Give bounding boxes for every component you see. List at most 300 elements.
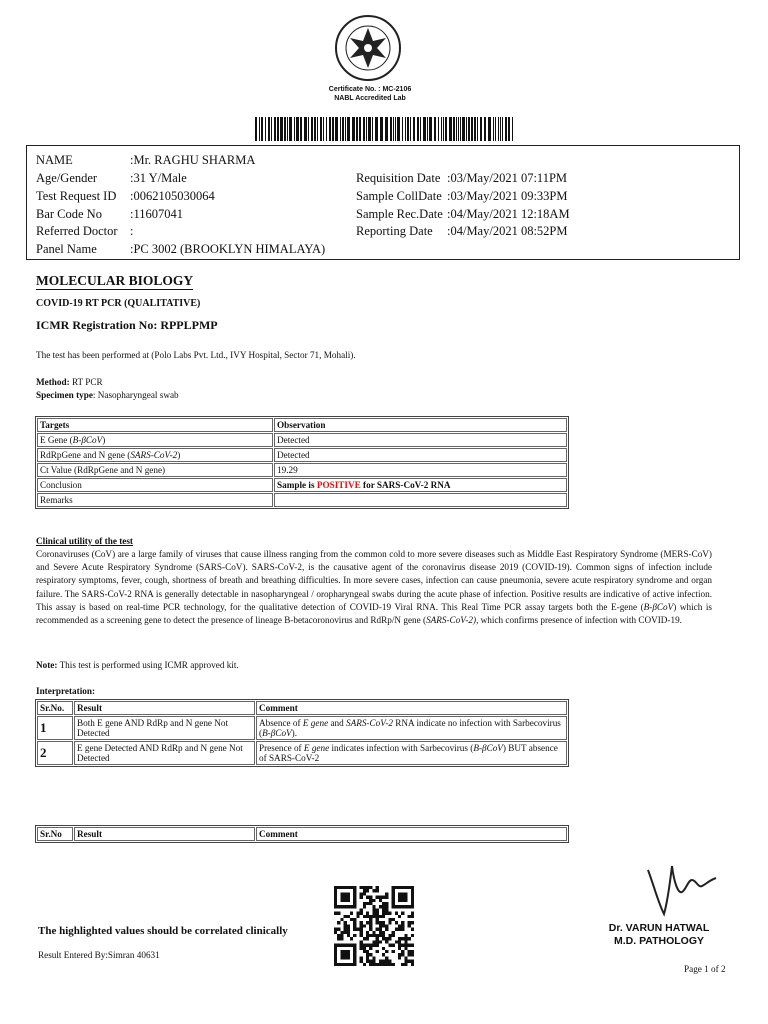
target-cell: E Gene (B-βCoV) bbox=[37, 433, 273, 447]
qr-module bbox=[398, 947, 401, 950]
qr-module bbox=[376, 950, 379, 953]
qr-module bbox=[360, 886, 363, 889]
barcode-bar bbox=[402, 117, 403, 141]
barcode-bar bbox=[277, 117, 279, 141]
qr-module bbox=[369, 953, 372, 956]
qr-module bbox=[340, 937, 343, 940]
qr-module bbox=[398, 944, 401, 947]
sample-rec-date-label: Sample Rec.Date bbox=[356, 207, 443, 221]
table-row bbox=[37, 827, 567, 841]
qr-module bbox=[334, 928, 337, 931]
qr-module bbox=[408, 960, 411, 963]
qr-module bbox=[363, 915, 366, 918]
qr-module bbox=[392, 918, 395, 921]
qr-module bbox=[401, 921, 404, 924]
qr-module bbox=[379, 931, 382, 934]
qr-module bbox=[369, 921, 372, 924]
table-row bbox=[37, 701, 567, 715]
qr-finder bbox=[340, 892, 350, 902]
qr-module bbox=[392, 931, 395, 934]
qr-module bbox=[382, 963, 385, 966]
qr-module bbox=[404, 944, 407, 947]
qr-module bbox=[372, 963, 375, 966]
barcode-bar bbox=[441, 117, 442, 141]
barcode-label: Bar Code No bbox=[36, 207, 102, 221]
qr-module bbox=[344, 921, 347, 924]
qr-module bbox=[372, 931, 375, 934]
observation-cell: Detected bbox=[274, 448, 567, 462]
barcode-bar bbox=[274, 117, 276, 141]
observation-cell: 19.29 bbox=[274, 463, 567, 477]
specimen-value: : Nasopharyngeal swab bbox=[92, 390, 179, 400]
qr-module bbox=[376, 934, 379, 937]
table-row bbox=[37, 716, 567, 740]
qr-module bbox=[388, 963, 391, 966]
barcode-bar bbox=[347, 117, 350, 141]
barcode-bar bbox=[488, 117, 491, 141]
barcode-bar bbox=[300, 117, 302, 141]
barcode-bar bbox=[468, 117, 470, 141]
qr-module bbox=[372, 908, 375, 911]
barcode-bar bbox=[413, 117, 415, 141]
qr-module bbox=[363, 924, 366, 927]
barcode-bar bbox=[420, 117, 421, 141]
qr-module bbox=[404, 960, 407, 963]
result-cell: Both E gene AND RdRp and N gene Not Detected bbox=[74, 716, 255, 740]
qr-module bbox=[347, 924, 350, 927]
barcode-bar bbox=[493, 117, 494, 141]
qr-module bbox=[379, 963, 382, 966]
qr-module bbox=[388, 912, 391, 915]
qr-module bbox=[408, 944, 411, 947]
qr-module bbox=[408, 921, 411, 924]
qr-module bbox=[379, 921, 382, 924]
qr-module bbox=[360, 934, 363, 937]
qr-module bbox=[353, 934, 356, 937]
qr-module bbox=[411, 912, 414, 915]
qr-module bbox=[347, 915, 350, 918]
qr-module bbox=[404, 934, 407, 937]
barcode-bar bbox=[443, 117, 444, 141]
barcode-bar bbox=[342, 117, 344, 141]
barcode-bar bbox=[484, 117, 486, 141]
method-value: RT PCR bbox=[69, 377, 103, 387]
qr-module bbox=[369, 963, 372, 966]
qr-module bbox=[376, 963, 379, 966]
barcode-bar bbox=[427, 117, 428, 141]
performed-at-text: The test has been performed at (Polo Labs Pvt. Ltd., IVY Hospital, Sector 71, Mohali). bbox=[36, 350, 356, 360]
qr-module bbox=[385, 924, 388, 927]
qr-module bbox=[340, 931, 343, 934]
qr-module bbox=[356, 912, 359, 915]
qr-module bbox=[388, 918, 391, 921]
barcode-bar bbox=[480, 117, 482, 141]
clinical-heading: Clinical utility of the test bbox=[36, 536, 133, 546]
barcode-bar bbox=[271, 117, 272, 141]
qr-module bbox=[360, 956, 363, 959]
qr-module bbox=[372, 915, 375, 918]
qr-module bbox=[388, 937, 391, 940]
qr-module bbox=[366, 934, 369, 937]
qr-module bbox=[363, 886, 366, 889]
qr-module bbox=[398, 915, 401, 918]
qr-module bbox=[385, 896, 388, 899]
qr-module bbox=[369, 886, 372, 889]
barcode-bar bbox=[363, 117, 365, 141]
panel-name-label: Panel Name bbox=[36, 242, 97, 256]
name-label: NAME bbox=[36, 153, 73, 167]
barcode-value: :11607041 bbox=[130, 207, 184, 221]
qr-module bbox=[376, 889, 379, 892]
clinical-paragraph: Coronaviruses (CoV) are a large family of viruses that cause illness ranging from the common cold to more severe diseases such as Middle East Respiratory Syndrome (MERS-CoV) and Severe Acute Respiratory Syndrome (SARS-CoV). SARS-CoV-2, is the causative agent of the coronavirus disease 2019 (COVID-19). Common signs of infection include respiratory symptoms, fever, cough, shortness of breath and breathing difficulties. In more severe cases, infection can cause pneumonia, severe acute respiratory syndrome and organ failure. The SARS-CoV-2 RNA is generally detectable in nasopharyngeal / oropharyngeal swabs during the acute phase of infection. Positive results are indicative of active infection. This assay is based on real-time PCR technology, for the qualitative detection of COVID-19 Viral RNA. This Real Time PCR assay targets both the E-gene (B-βCoV) which is recommended as a screening gene to detect the presence of lineage B-betacoronovirus and RdRp/N gene (SARS-CoV-2), which confirms presence of infection with COVID-19. bbox=[36, 549, 713, 626]
qr-module bbox=[411, 921, 414, 924]
target-cell: Remarks bbox=[37, 493, 273, 507]
barcode-bar bbox=[261, 117, 263, 141]
qr-module bbox=[376, 921, 379, 924]
qr-module bbox=[366, 902, 369, 905]
qr-module bbox=[401, 912, 404, 915]
qr-module bbox=[372, 940, 375, 943]
qr-module bbox=[411, 960, 414, 963]
department-heading: MOLECULAR BIOLOGY bbox=[36, 273, 194, 288]
qr-module bbox=[379, 934, 382, 937]
col-comment: Comment bbox=[256, 827, 567, 841]
barcode-bar bbox=[395, 117, 396, 141]
qr-module bbox=[372, 934, 375, 937]
qr-module bbox=[382, 912, 385, 915]
barcode-bar bbox=[311, 117, 313, 141]
qr-module bbox=[379, 905, 382, 908]
qr-module bbox=[382, 947, 385, 950]
col-targets: Targets bbox=[37, 418, 273, 432]
target-cell: Conclusion bbox=[37, 478, 273, 492]
results-table bbox=[35, 416, 569, 509]
qr-module bbox=[372, 960, 375, 963]
barcode-bar bbox=[474, 117, 476, 141]
barcode-bar bbox=[356, 117, 358, 141]
qr-module bbox=[360, 947, 363, 950]
qr-module bbox=[388, 960, 391, 963]
qr-module bbox=[379, 940, 382, 943]
target-cell: RdRpGene and N gene (SARS-CoV-2) bbox=[37, 448, 273, 462]
sample-rec-date-value: :04/May/2021 12:18AM bbox=[447, 207, 570, 221]
barcode-bar bbox=[380, 117, 383, 141]
specimen-line bbox=[36, 390, 179, 400]
barcode-bar bbox=[453, 117, 455, 141]
sr-cell: 1 bbox=[37, 716, 73, 740]
age-value: :31 Y/Male bbox=[130, 171, 187, 185]
qr-module bbox=[411, 928, 414, 931]
qr-module bbox=[379, 896, 382, 899]
barcode-bar bbox=[508, 117, 510, 141]
barcode-bar bbox=[268, 117, 270, 141]
requisition-date-value: :03/May/2021 07:11PM bbox=[447, 171, 568, 185]
barcode-bar bbox=[265, 117, 266, 141]
barcode-bar bbox=[326, 117, 327, 141]
qr-module bbox=[385, 956, 388, 959]
qr-module bbox=[401, 953, 404, 956]
barcode-bar bbox=[359, 117, 361, 141]
sample-coll-date-value: :03/May/2021 09:33PM bbox=[447, 189, 568, 203]
observation-cell bbox=[274, 493, 567, 507]
qr-module bbox=[353, 924, 356, 927]
qr-module bbox=[350, 912, 353, 915]
table-row bbox=[37, 741, 567, 765]
qr-module bbox=[344, 931, 347, 934]
qr-module bbox=[388, 944, 391, 947]
qr-module bbox=[369, 902, 372, 905]
qr-module bbox=[366, 931, 369, 934]
reporting-date-label: Reporting Date bbox=[356, 224, 433, 238]
qr-module bbox=[382, 960, 385, 963]
specimen-label: Specimen type bbox=[36, 390, 93, 400]
qr-module bbox=[369, 915, 372, 918]
barcode-bar bbox=[289, 117, 292, 141]
qr-module bbox=[385, 960, 388, 963]
qr-module bbox=[369, 944, 372, 947]
qr-module bbox=[379, 960, 382, 963]
qr-module bbox=[337, 934, 340, 937]
qr-module bbox=[376, 940, 379, 943]
qr-module bbox=[411, 934, 414, 937]
qr-module bbox=[382, 905, 385, 908]
qr-module bbox=[340, 934, 343, 937]
qr-module bbox=[337, 921, 340, 924]
second-table bbox=[35, 825, 569, 843]
qr-module bbox=[385, 892, 388, 895]
barcode-bar bbox=[372, 117, 373, 141]
interpretation-heading: Interpretation: bbox=[36, 686, 96, 696]
qr-module bbox=[366, 960, 369, 963]
barcode-bar bbox=[284, 117, 286, 141]
table-row bbox=[37, 433, 567, 447]
barcode-bar bbox=[296, 117, 299, 141]
qr-module bbox=[347, 934, 350, 937]
qr-module bbox=[353, 918, 356, 921]
barcode-bar bbox=[314, 117, 316, 141]
qr-module bbox=[385, 940, 388, 943]
barcode-bar bbox=[417, 117, 419, 141]
qr-module bbox=[382, 924, 385, 927]
qr-module bbox=[366, 953, 369, 956]
qr-module bbox=[337, 912, 340, 915]
qr-module bbox=[369, 960, 372, 963]
qr-module bbox=[392, 934, 395, 937]
qr-module bbox=[388, 921, 391, 924]
qr-module bbox=[337, 928, 340, 931]
table-row bbox=[37, 478, 567, 492]
barcode-bar bbox=[512, 117, 513, 141]
qr-module bbox=[347, 928, 350, 931]
qr-module bbox=[344, 915, 347, 918]
certificate-number: Certificate No. : MC-2106 bbox=[328, 86, 412, 93]
qr-module bbox=[366, 956, 369, 959]
conclusion-cell: Sample is POSITIVE for SARS-CoV-2 RNA bbox=[274, 478, 567, 492]
doctor-signature bbox=[640, 856, 720, 918]
qr-module bbox=[372, 889, 375, 892]
qr-module bbox=[379, 899, 382, 902]
method-line bbox=[36, 377, 103, 387]
barcode-bar bbox=[449, 117, 452, 141]
referred-doctor-value: : bbox=[130, 224, 134, 238]
barcode-bar bbox=[280, 117, 283, 141]
qr-module bbox=[376, 937, 379, 940]
page-number: Page 1 of 2 bbox=[684, 964, 726, 974]
qr-module bbox=[411, 953, 414, 956]
qr-module bbox=[363, 905, 366, 908]
barcode-bar bbox=[462, 117, 465, 141]
comment-cell: Presence of E gene indicates infection with Sarbecovirus (B-βCoV) BUT absence of SARS-CoV-2 bbox=[256, 741, 567, 765]
qr-module bbox=[366, 921, 369, 924]
qr-module bbox=[376, 908, 379, 911]
qr-module bbox=[356, 928, 359, 931]
qr-module bbox=[363, 963, 366, 966]
qr-module bbox=[366, 889, 369, 892]
qr-module bbox=[366, 886, 369, 889]
qr-module bbox=[350, 937, 353, 940]
qr-module bbox=[408, 953, 411, 956]
col-result: Result bbox=[74, 701, 255, 715]
doctor-degree: M.D. PATHOLOGY bbox=[613, 935, 705, 947]
qr-module bbox=[404, 947, 407, 950]
qr-module bbox=[372, 956, 375, 959]
qr-module bbox=[360, 908, 363, 911]
qr-module bbox=[401, 937, 404, 940]
qr-module bbox=[385, 937, 388, 940]
qr-module bbox=[376, 915, 379, 918]
barcode-bar bbox=[332, 117, 334, 141]
qr-module bbox=[334, 912, 337, 915]
observation-cell: Detected bbox=[274, 433, 567, 447]
qr-module bbox=[353, 928, 356, 931]
test-name: COVID-19 RT PCR (QUALITATIVE) bbox=[36, 298, 201, 309]
qr-module bbox=[366, 912, 369, 915]
qr-module bbox=[382, 937, 385, 940]
qr-module bbox=[382, 896, 385, 899]
barcode-bar bbox=[407, 117, 409, 141]
qr-module bbox=[379, 928, 382, 931]
qr-module bbox=[376, 944, 379, 947]
qr-module bbox=[392, 950, 395, 953]
qr-module bbox=[369, 934, 372, 937]
target-cell: Ct Value (RdRpGene and N gene) bbox=[37, 463, 273, 477]
qr-module bbox=[347, 931, 350, 934]
qr-module bbox=[398, 953, 401, 956]
barcode-bar bbox=[345, 117, 346, 141]
qr-module bbox=[401, 950, 404, 953]
qr-module bbox=[369, 918, 372, 921]
nabl-accreditation: NABL Accredited Lab bbox=[334, 95, 406, 102]
qr-module bbox=[395, 928, 398, 931]
barcode-bar bbox=[397, 117, 400, 141]
qr-module bbox=[363, 947, 366, 950]
barcode-bar bbox=[308, 117, 309, 141]
qr-module bbox=[363, 937, 366, 940]
qr-module bbox=[385, 928, 388, 931]
barcode-bar bbox=[340, 117, 341, 141]
qr-module bbox=[360, 921, 363, 924]
qr-module bbox=[404, 956, 407, 959]
reporting-date-value: :04/May/2021 08:52PM bbox=[447, 224, 568, 238]
qr-module bbox=[404, 940, 407, 943]
barcode-bar bbox=[466, 117, 467, 141]
sample-coll-date-label: Sample CollDate bbox=[356, 189, 442, 203]
qr-module bbox=[363, 889, 366, 892]
barcode-bar bbox=[458, 117, 459, 141]
qr-module bbox=[337, 937, 340, 940]
qr-module bbox=[395, 940, 398, 943]
barcode-bar bbox=[410, 117, 411, 141]
qr-module bbox=[353, 921, 356, 924]
barcode-bar bbox=[498, 117, 499, 141]
barcode-bar bbox=[320, 117, 322, 141]
barcode-bar bbox=[259, 117, 260, 141]
qr-module bbox=[369, 896, 372, 899]
barcode-bar bbox=[390, 117, 392, 141]
qr-module bbox=[360, 960, 363, 963]
barcode-bar bbox=[405, 117, 406, 141]
qr-module bbox=[382, 934, 385, 937]
qr-module bbox=[376, 896, 379, 899]
qr-finder bbox=[340, 950, 350, 960]
qr-module bbox=[385, 912, 388, 915]
barcode-bar bbox=[352, 117, 355, 141]
qr-module bbox=[382, 921, 385, 924]
comment-cell: Absence of E gene and SARS-CoV-2 RNA indicate no infection with Sarbecovirus (B-βCoV). bbox=[256, 716, 567, 740]
barcode-bar bbox=[375, 117, 378, 141]
qr-module bbox=[385, 963, 388, 966]
barcode-bar bbox=[366, 117, 367, 141]
positive-highlight: POSITIVE bbox=[316, 480, 361, 490]
qr-module bbox=[401, 963, 404, 966]
method-label: Method: bbox=[36, 377, 70, 387]
barcode bbox=[255, 117, 513, 141]
name-value: :Mr. RAGHU SHARMA bbox=[130, 153, 256, 167]
qr-module bbox=[385, 950, 388, 953]
qr-code bbox=[334, 886, 414, 966]
qr-module bbox=[372, 944, 375, 947]
qr-module bbox=[401, 928, 404, 931]
qr-module bbox=[360, 892, 363, 895]
qr-module bbox=[376, 918, 379, 921]
qr-module bbox=[376, 912, 379, 915]
barcode-bar bbox=[471, 117, 473, 141]
qr-module bbox=[369, 928, 372, 931]
barcode-bar bbox=[335, 117, 338, 141]
qr-module bbox=[398, 937, 401, 940]
barcode-bar bbox=[255, 117, 257, 141]
col-comment: Comment bbox=[256, 701, 567, 715]
table-row bbox=[37, 418, 567, 432]
barcode-bar bbox=[502, 117, 503, 141]
qr-module bbox=[408, 937, 411, 940]
qr-module bbox=[369, 899, 372, 902]
barcode-bar bbox=[495, 117, 496, 141]
barcode-bar bbox=[423, 117, 426, 141]
qr-module bbox=[363, 902, 366, 905]
qr-module bbox=[404, 963, 407, 966]
test-request-label: Test Request ID bbox=[36, 189, 117, 203]
qr-module bbox=[398, 956, 401, 959]
qr-module bbox=[385, 902, 388, 905]
qr-module bbox=[360, 940, 363, 943]
qr-module bbox=[398, 940, 401, 943]
barcode-bar bbox=[505, 117, 507, 141]
qr-module bbox=[411, 963, 414, 966]
qr-module bbox=[340, 918, 343, 921]
qr-module bbox=[408, 950, 411, 953]
col-sr: Sr.No bbox=[37, 827, 73, 841]
